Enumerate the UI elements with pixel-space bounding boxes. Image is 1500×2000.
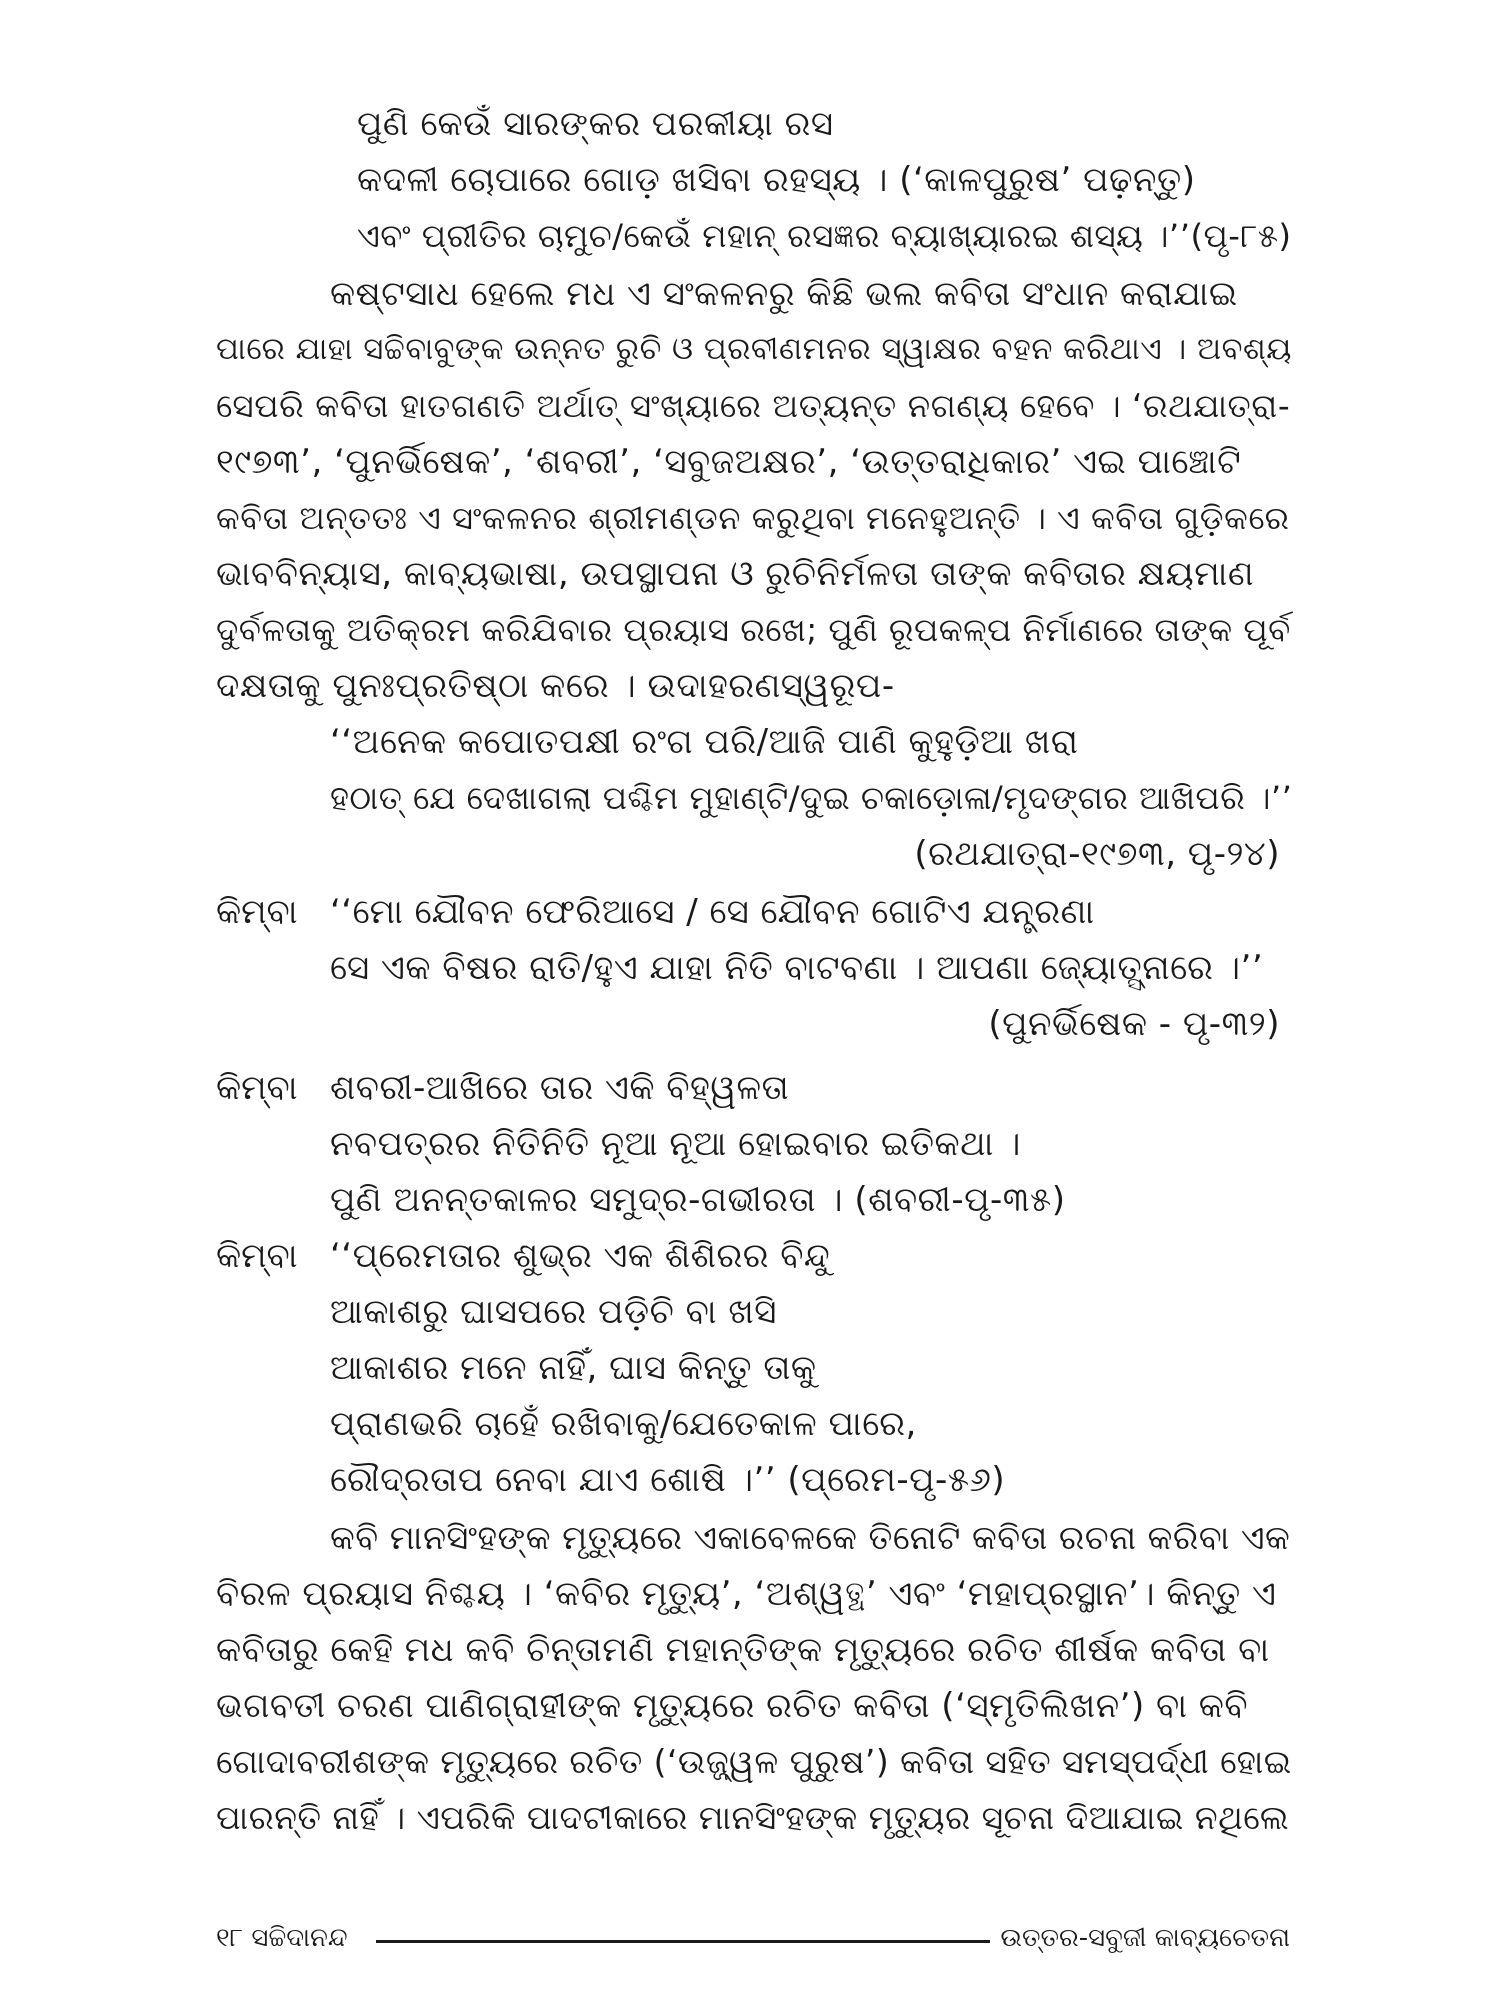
paragraph-line: କଷ୍ଟସାଧ ହେଲେ ମଧ ଏ ସଂକଳନରୁ କିଛି ଭଲ କବିତା ସଂଧାନ କରାଯାଇ	[330, 274, 1238, 314]
paragraph-line: ଦକ୍ଷତାକୁ ପୁନଃପ୍ରତିଷ୍ଠା କରେ । ଉଦାହରଣସ୍ୱରୂପ-	[216, 666, 895, 706]
quote-line: ଆକାଶର ମନେ ନାହିଁ, ଘାସ କିନ୍ତୁ ତାକୁ	[330, 1348, 817, 1388]
paragraph-line: ୧୯୭୩’, ‘ପୁନର୍ଭିଷେକ’, ‘ଶବରୀ’, ‘ସବୁଜଅକ୍ଷର’, ‘ଉତ୍ତରାଧିକାର’ ଏଇ ପାଞ୍ଚୋଟି	[216, 442, 1242, 482]
quote-line: ପ୍ରାଣଭରି ଚାହେଁ ରଖିବାକୁ/ଯେତେକାଳ ପାରେ,	[330, 1404, 917, 1444]
footer-book-title: ଉତ୍ତର-ସବୁଜୀ କାବ୍ୟଚେତନା	[1000, 1923, 1290, 1953]
paragraph-line: କବି ମାନସିଂହଙ୍କ ମୃତ୍ୟୁରେ ଏକାବେଳକେ ତିନୋଟି କବିତା ରଚନା କରିବା ଏକ	[330, 1518, 1291, 1557]
quote-line: ‘‘ପ୍ରେମତାର ଶୁଭ୍ର ଏକ ଶିଶିରର ବିନ୍ଦୁ	[330, 1236, 831, 1276]
quote-reference: (ରଥଯାତ୍ରା-୧୯୭୩, ପୃ-୨୪)	[914, 834, 1280, 874]
quote-line: ସେ ଏକ ବିଷର ରାତି/ହୁଏ ଯାହା ନିତି ବାଟବଣା । ଆପଣା ଜ୍ୟୋତ୍ସ୍ନାରେ ।’’	[330, 948, 1264, 988]
paragraph-line: ସେପରି କବିତା ହାତଗଣତି ଅର୍ଥାତ୍ ସଂଖ୍ୟାରେ ଅତ୍ୟନ୍ତ ନଗଣ୍ୟ ହେବେ । ‘ରଥଯାତ୍ରା-	[216, 387, 1291, 425]
verse-line: ପୁଣି କେଉଁ ସାରଙ୍କର ପରକୀୟା ରସ	[357, 104, 834, 144]
kimba-label: କିମ୍ବା	[216, 1068, 298, 1108]
kimba-label: କିମ୍ବା	[216, 892, 298, 932]
paragraph-line: କବିତାରୁ କେହି ମଧ କବି ଚିନ୍ତାମଣି ମହାନ୍ତିଙ୍କ ମୃତ୍ୟୁରେ ରଚିତ ଶୀର୍ଷକ କବିତା ବା	[216, 1630, 1270, 1670]
page-footer	[216, 1918, 1290, 1958]
paragraph-line: କବିତା ଅନ୍ତତଃ ଏ ସଂକଳନର ଶ୍ରୀମଣ୍ଡନ କରୁଥିବା ମନେହୁଅନ୍ତି । ଏ କବିତା ଗୁଡ଼ିକରେ	[216, 499, 1290, 537]
paragraph-line: ଭଗବତୀ ଚରଣ ପାଣିଗ୍ରାହୀଙ୍କ ମୃତ୍ୟୁରେ ରଚିତ କବିତା (‘ସ୍ମୃତିଲିଖନ’) ବା କବି	[216, 1686, 1249, 1726]
paragraph-line: ଭାବବିନ୍ୟାସ, କାବ୍ୟଭାଷା, ଉପସ୍ଥାପନା ଓ ରୁଚିନିର୍ମଳତା ତାଙ୍କ କବିତାର କ୍ଷୟମାଣ	[216, 554, 1255, 594]
paragraph-line: ଦୁର୍ବଳତାକୁ ଅତିକ୍ରମ କରିଯିବାର ପ୍ରୟାସ ରଖେ; ପୁଣି ରୂପକଳ୍ପ ନିର୍ମାଣରେ ତାଙ୍କ ପୂର୍ବ	[216, 611, 1291, 649]
footer-page-number-title: ୧୮ ସଚ୍ଚିଦାନନ୍ଦ	[216, 1923, 348, 1953]
quote-line: ଶବରୀ-ଆଖିରେ ତାର ଏକି ବିହ୍ୱଳତା	[330, 1068, 790, 1108]
quote-line: ‘‘ଅନେକ କପୋତପକ୍ଷୀ ରଂଗ ପରି/ଆଜି ପାଣି କୁହୁଡ଼ିଆ ଖରା	[330, 722, 1079, 762]
paragraph-line: ପାରେ ଯାହା ସଚ୍ଚିବାବୁଙ୍କ ଉନ୍ନତ ରୁଚି ଓ ପ୍ରବୀଣମନର ସ୍ୱାକ୍ଷର ବହନ କରିଥାଏ । ଅବଶ୍ୟ	[216, 332, 1293, 367]
verse-line: ଏବଂ ପ୍ରୀତିର ଚାମୁଚ/କେଉଁ ମହାନ୍ ରସଜ୍ଞର ବ୍ୟାଖ୍ୟାରଇ ଶସ୍ୟ ।’’(ପୃ-୮୫)	[357, 217, 1292, 255]
footer-rule	[376, 1940, 990, 1943]
quote-line: ପୁଣି ଅନନ୍ତକାଳର ସମୁଦ୍ର-ଗଭୀରତା । (ଶବରୀ-ପୃ-୩୫)	[330, 1180, 1066, 1220]
quote-line: ହଠାତ୍ ଯେ ଦେଖାଗଲା ପଶ୍ଚିମ ମୁହାଣ୍ଟି/ଦୁଇ ଚକାଡ଼ୋଳା/ମୃଦଙ୍ଗର ଆଖିପରି ।’’	[330, 779, 1293, 817]
paragraph-line: ବିରଳ ପ୍ରୟାସ ନିଶ୍ଚୟ । ‘କବିର ମୃତ୍ୟୁ’, ‘ଅଶ୍ୱତ୍ଥ’ ଏବଂ ‘ମହାପ୍ରସ୍ଥାନ’। କିନ୍ତୁ ଏ	[216, 1574, 1277, 1614]
verse-line: କଦଳୀ ଚୋପାରେ ଗୋଡ଼ ଖସିବା ରହସ୍ୟ । (‘କାଳପୁରୁଷ’ ପଢ଼ନ୍ତୁ)	[357, 160, 1196, 200]
paragraph-line: ପାରନ୍ତି ନାହିଁ । ଏପରିକି ପାଦଟୀକାରେ ମାନସିଂହଙ୍କ ମୃତ୍ୟୁର ସୂଚନା ଦିଆଯାଇ ନଥିଲେ	[216, 1798, 1290, 1837]
quote-line: ‘‘ମୋ ଯୌବନ ଫେରିଆସେ / ସେ ଯୌବନ ଗୋଟିଏ ଯନ୍ତ୍ରଣା	[330, 892, 1095, 932]
quote-line: ନବପତ୍ରର ନିତିନିତି ନୂଆ ନୂଆ ହୋଇବାର ଇତିକଥା ।	[330, 1124, 1021, 1164]
quote-line: ଆକାଶରୁ ଘାସପରେ ପଡ଼ିଚି ବା ଖସି	[330, 1292, 777, 1332]
quote-reference: (ପୁନର୍ଭିଷେକ - ପୃ-୩୨)	[988, 1004, 1280, 1044]
paragraph-line: ଗୋଦାବରୀଶଙ୍କ ମୃତ୍ୟୁରେ ରଚିତ (‘ଉଜ୍ଜ୍ୱଳ ପୁରୁଷ’) କବିତା ସହିତ ସମସ୍ପର୍ଦ୍ଧୀ ହୋଇ	[216, 1742, 1292, 1781]
kimba-label: କିମ୍ବା	[216, 1236, 298, 1276]
quote-line: ରୌଦ୍ରତାପ ନେବା ଯାଏ ଶୋଷି ।’’ (ପ୍ରେମ-ପୃ-୫୬)	[330, 1460, 1006, 1500]
